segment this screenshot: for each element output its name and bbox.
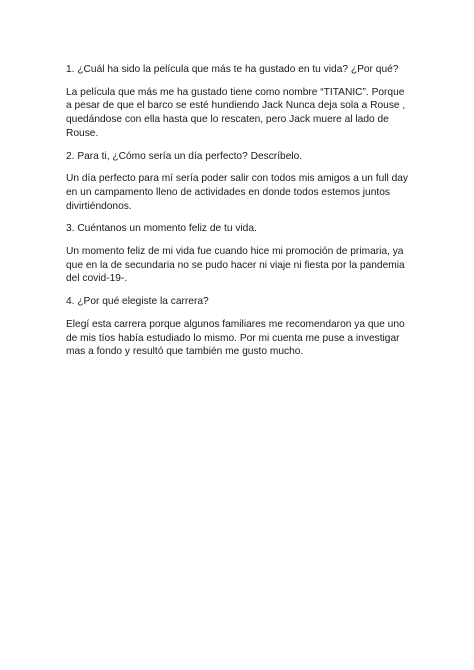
- question-4: 4. ¿Por qué elegiste la carrera?: [66, 296, 209, 308]
- qa-block-4: [66, 295, 412, 359]
- qa-block-3: [66, 222, 412, 286]
- answer-4: Elegí esta carrera porque algunos familiares me recomendaron ya que uno de mis tíos había estudiado lo mismo. Por mi cuenta me puse a investigar mas a fondo y resultó que también me gusto mucho.: [66, 318, 405, 358]
- answer-2: Un día perfecto para mí sería poder salir con todos mis amigos a un full day en un campamento lleno de actividades en donde todos estemos juntos divirtiéndonos.: [66, 173, 409, 212]
- qa-block-1: [66, 63, 412, 141]
- qa-block-2: [66, 150, 412, 214]
- question-2: 2. Para ti, ¿Cómo sería un día perfecto? Descríbelo.: [66, 150, 303, 162]
- answer-3: Un momento feliz de mi vida fue cuando hice mi promoción de primaria, ya que en la de secundaria no se pudo hacer ni viaje ni fiesta por la pandemia del covid-19-.: [66, 246, 405, 285]
- question-1: 1. ¿Cuál ha sido la película que más te ha gustado en tu vida? ¿Por qué?: [66, 64, 399, 75]
- answer-1: La película que más me ha gustado tiene como nombre “TITANIC”. Porque a pesar de que el barco se esté hundiendo Jack Nunca deja sola a Rouse , quedándose con ella hasta que lo rescaten, pero Jack muere al lado de Rouse.: [66, 86, 406, 139]
- document-body: [66, 63, 412, 368]
- question-3: 3. Cuéntanos un momento feliz de tu vida.: [66, 223, 257, 235]
